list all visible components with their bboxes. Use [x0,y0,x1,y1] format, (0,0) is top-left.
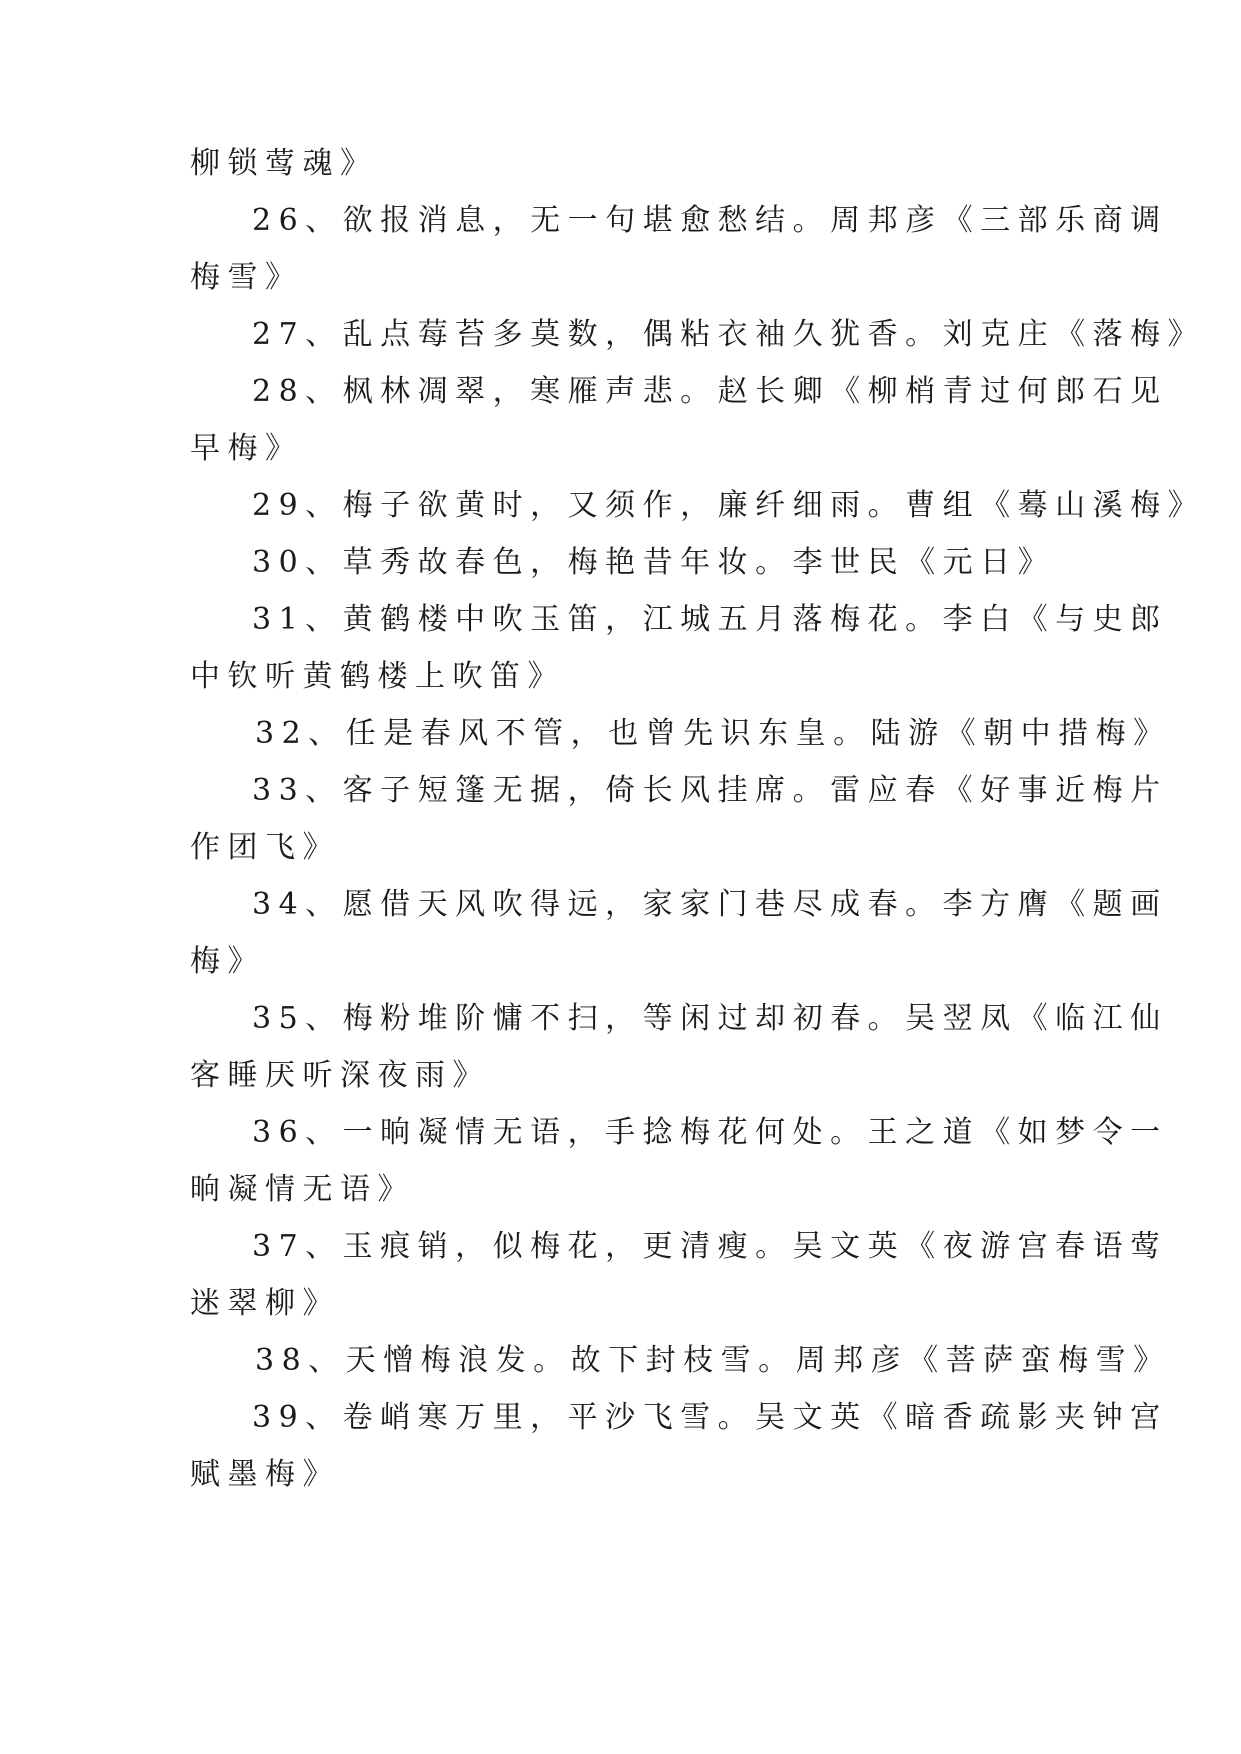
text-line: 作团飞》 [190,830,340,865]
text-line: 34、愿借天风吹得远，家家门巷尽成春。李方膺《题画 [252,887,1168,922]
text-line: 39、卷峭寒万里，平沙飞雪。吴文英《暗香疏影夹钟宫 [252,1400,1168,1435]
text-line: 26、欲报消息，无一句堪愈愁结。周邦彦《三部乐商调 [252,203,1168,238]
text-line: 32、任是春风不管，也曾先识东皇。陆游《朝中措梅》 [255,716,1171,751]
text-line: 29、梅子欲黄时，又须作，廉纤细雨。曹组《蓦山溪梅》 [252,488,1206,523]
text-line: 27、乱点莓苔多莫数，偶粘衣袖久犹香。刘克庄《落梅》 [252,317,1206,352]
text-line: 30、草秀故春色，梅艳昔年妆。李世民《元日》 [252,545,1056,580]
text-line: 早梅》 [190,431,303,466]
text-line: 梅》 [190,944,265,979]
text-line: 柳锁莺魂》 [190,146,378,181]
text-line: 晌凝情无语》 [190,1172,415,1207]
text-line: 中钦听黄鹤楼上吹笛》 [190,659,565,694]
text-line: 33、客子短篷无据，倚长风挂席。雷应春《好事近梅片 [252,773,1168,808]
text-line: 36、一晌凝情无语，手捻梅花何处。王之道《如梦令一 [252,1115,1168,1150]
text-line: 迷翠柳》 [190,1286,340,1321]
text-line: 37、玉痕销，似梅花，更清瘦。吴文英《夜游宫春语莺 [252,1229,1168,1264]
text-line: 赋墨梅》 [190,1457,340,1492]
text-line: 28、枫林凋翠，寒雁声悲。赵长卿《柳梢青过何郎石见 [252,374,1168,409]
text-line: 31、黄鹤楼中吹玉笛，江城五月落梅花。李白《与史郎 [252,602,1168,637]
text-line: 梅雪》 [190,260,303,295]
text-line: 35、梅粉堆阶慵不扫，等闲过却初春。吴翌凤《临江仙 [252,1001,1168,1036]
text-line: 38、天憎梅浪发。故下封枝雪。周邦彦《菩萨蛮梅雪》 [255,1343,1171,1378]
text-line: 客睡厌听深夜雨》 [190,1058,490,1093]
